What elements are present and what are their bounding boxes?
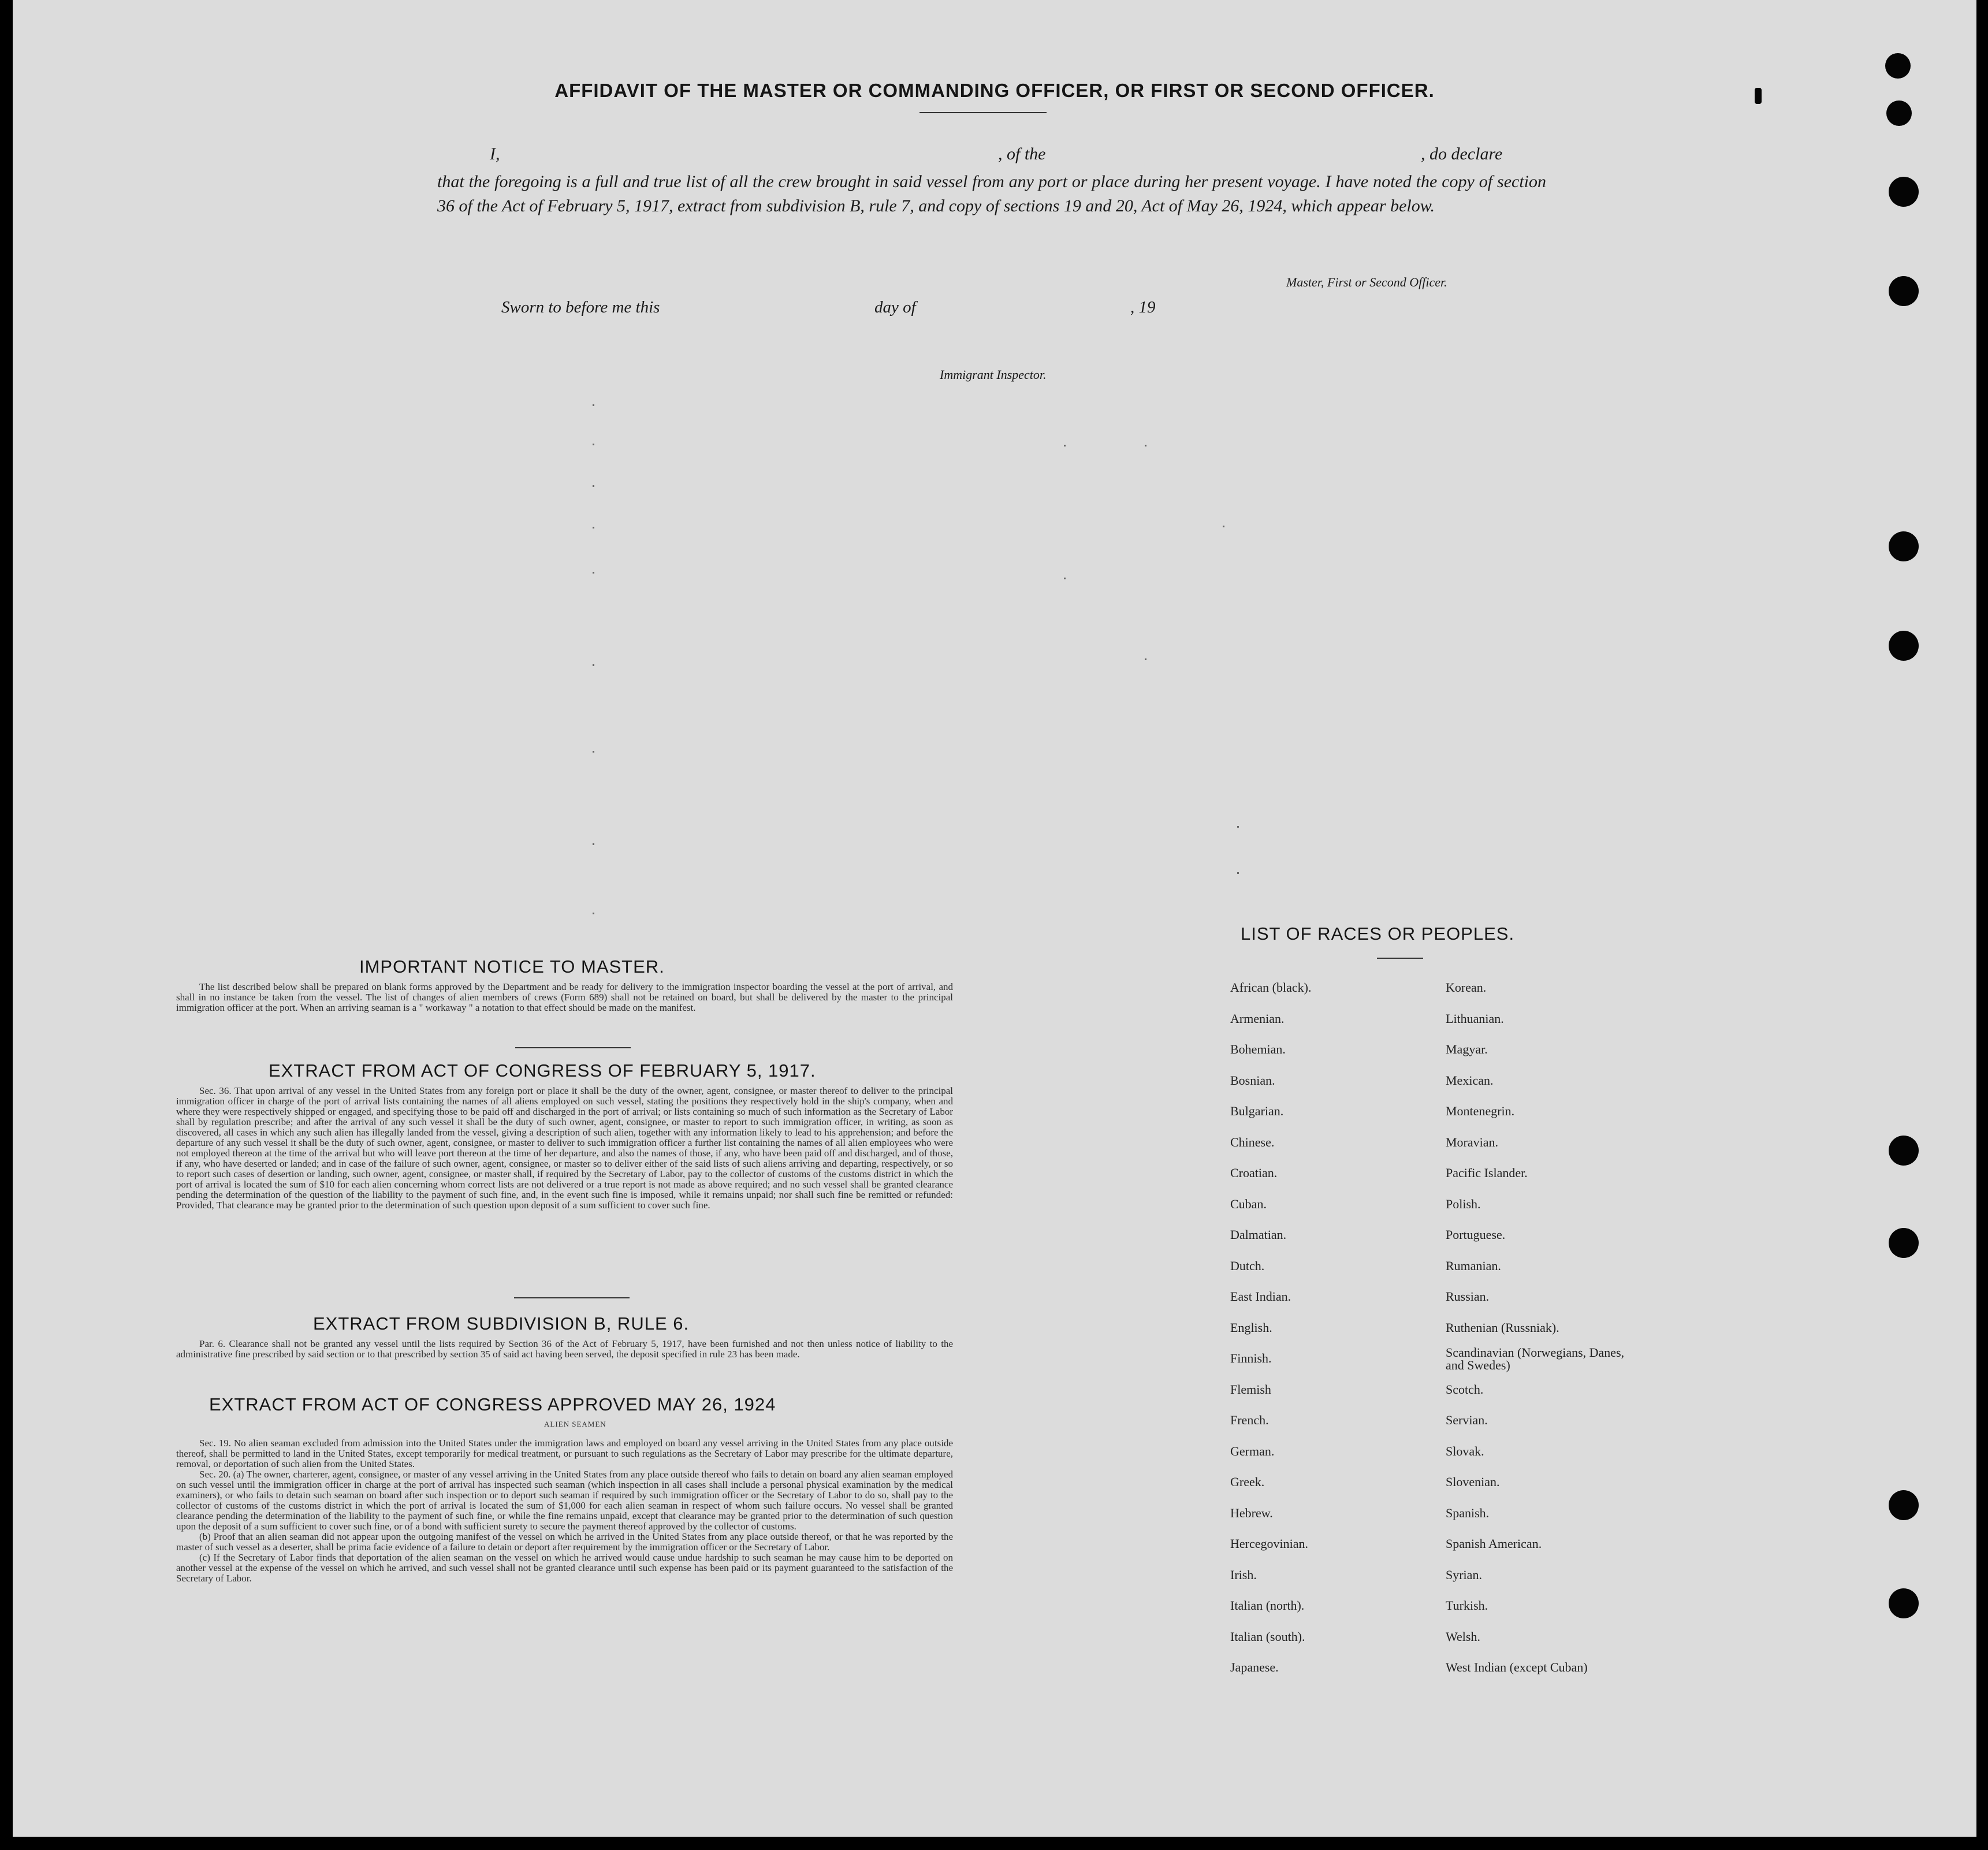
column-dot bbox=[593, 664, 594, 666]
column-dot bbox=[1145, 658, 1146, 660]
declarant-line-of-the: , of the bbox=[998, 144, 1046, 163]
race-item: Hercegovinian. bbox=[1230, 1536, 1308, 1551]
race-item: Magyar. bbox=[1446, 1042, 1488, 1056]
column-dot bbox=[593, 444, 594, 445]
race-item: Moravian. bbox=[1446, 1134, 1499, 1149]
race-item: Ruthenian (Russniak). bbox=[1446, 1320, 1559, 1335]
race-item: West Indian (except Cuban) bbox=[1446, 1660, 1588, 1674]
day-of-label: day of bbox=[874, 298, 916, 317]
binder-hole bbox=[1889, 1228, 1919, 1258]
race-item: Greek. bbox=[1230, 1475, 1265, 1489]
column-dot bbox=[593, 485, 594, 487]
extract-1924-subtitle: ALIEN SEAMEN bbox=[544, 1420, 606, 1428]
binder-hole bbox=[1755, 88, 1762, 104]
race-item: Dutch. bbox=[1230, 1258, 1265, 1273]
race-item: Croatian. bbox=[1230, 1166, 1278, 1180]
binder-hole bbox=[1886, 100, 1912, 126]
race-item: Armenian. bbox=[1230, 1011, 1285, 1026]
race-item: Italian (north). bbox=[1230, 1598, 1305, 1613]
race-item: Spanish. bbox=[1446, 1505, 1490, 1520]
race-item: Scotch. bbox=[1446, 1382, 1484, 1397]
binder-hole bbox=[1885, 53, 1911, 79]
race-item: Polish. bbox=[1446, 1196, 1481, 1211]
race-item: Welsh. bbox=[1446, 1629, 1480, 1644]
race-item: Spanish American. bbox=[1446, 1536, 1542, 1551]
race-item: Korean. bbox=[1446, 980, 1487, 995]
rule-6-block bbox=[176, 1339, 953, 1360]
race-item: Irish. bbox=[1230, 1567, 1257, 1582]
race-item: Flemish bbox=[1230, 1382, 1271, 1397]
extract-1917-block bbox=[176, 1086, 953, 1211]
column-dot bbox=[1237, 826, 1239, 828]
race-item: Turkish. bbox=[1446, 1598, 1488, 1613]
notice-text: The list described below shall be prepared on blank forms approved by the Department and be ready for delivery to the immigration inspector boarding the vessel at the port of arrival, and shall in no instance be taken from the vessel. The list of changes of alien members of crews (Form 689) shall not be retained on board, but shall be delivered by the master to the principal immigration officer at the port. When an arriving seaman is a " workaway " a notation to that effect should be made on the manifest. bbox=[176, 981, 953, 1013]
inspector-label: Immigrant Inspector. bbox=[940, 367, 1047, 382]
affidavit-declaration bbox=[437, 170, 1546, 218]
declarant-line-i: I, bbox=[490, 144, 500, 163]
race-item: Servian. bbox=[1446, 1413, 1488, 1427]
column-dot bbox=[593, 843, 594, 845]
notice-title: IMPORTANT NOTICE TO MASTER. bbox=[359, 956, 665, 977]
binder-hole bbox=[1889, 1490, 1919, 1520]
binder-hole bbox=[1889, 1588, 1919, 1618]
notice-divider bbox=[515, 1047, 631, 1048]
extract-1917-title: EXTRACT FROM ACT OF CONGRESS OF FEBRUARY 5, 1917. bbox=[269, 1060, 816, 1081]
column-dot bbox=[1064, 445, 1066, 446]
race-item: Finnish. bbox=[1230, 1351, 1272, 1365]
race-item: Pacific Islander. bbox=[1446, 1166, 1528, 1180]
race-item: Mexican. bbox=[1446, 1073, 1494, 1088]
race-item: Bosnian. bbox=[1230, 1073, 1275, 1088]
race-item: Bulgarian. bbox=[1230, 1104, 1284, 1118]
race-item: Cuban. bbox=[1230, 1196, 1267, 1211]
sworn-label: Sworn to before me this bbox=[501, 298, 660, 317]
affidavit-title: AFFIDAVIT OF THE MASTER OR COMMANDING OFFICER, OR FIRST OR SECOND OFFICER. bbox=[554, 80, 1435, 101]
binder-hole bbox=[1889, 276, 1919, 306]
rule-6-title: EXTRACT FROM SUBDIVISION B, RULE 6. bbox=[313, 1313, 690, 1334]
extract-1924-sec20a: Sec. 20. (a) The owner, charterer, agent, consignee, or master of any vessel arriving in the United States from any place outside thereof who fails to detain on board any alien seaman employed on such vessel until the immigration officer in charge at the port of arrival has inspected such seaman (which inspection in all cases shall include a personal physical examination by the medical examiners), or who fails to detain such seaman on board after such inspection or to deport such seaman if required by such immigration officer or the Secretary of Labor to do so, shall pay to the collector of customs of the customs district in which the port of arrival is located the sum of $1,000 for each alien seaman in respect of whom such failure occurs. No vessel shall be granted clearance pending the determination of the liability to the payment of such fine, or while the fine remains unpaid, except that clearance may be granted prior to the determination of such question upon the deposit of a sum sufficient to cover such fine, or of a bond with sufficient surety to secure the payment thereof approved by the collector of customs. bbox=[176, 1469, 953, 1532]
affidavit-title-rule bbox=[919, 112, 1047, 113]
race-item: Slovenian. bbox=[1446, 1475, 1500, 1489]
declaration-text: that the foregoing is a full and true list of all the crew brought in said vessel from any port or place during her present voyage. I have noted the copy of section 36 of the Act of February 5, 1917, extract from subdivision B, rule 7, and copy of sections 19 and 20, Act of May 26, 1924, which appear below. bbox=[437, 172, 1546, 215]
race-item: English. bbox=[1230, 1320, 1272, 1335]
notice-text-block bbox=[176, 982, 953, 1013]
race-item: Bohemian. bbox=[1230, 1042, 1286, 1056]
extract-1917-divider bbox=[514, 1297, 630, 1298]
column-dot bbox=[593, 404, 594, 406]
race-item: German. bbox=[1230, 1443, 1275, 1458]
race-item: Dalmatian. bbox=[1230, 1227, 1287, 1242]
column-dot bbox=[1064, 578, 1066, 579]
column-dot bbox=[593, 913, 594, 914]
column-dot bbox=[593, 527, 594, 528]
declarant-line-declare: , do declare bbox=[1421, 144, 1503, 163]
races-title-rule bbox=[1377, 958, 1423, 959]
race-item: Portuguese. bbox=[1446, 1227, 1506, 1242]
races-title: LIST OF RACES OR PEOPLES. bbox=[1241, 924, 1515, 944]
race-item: Slovak. bbox=[1446, 1443, 1484, 1458]
race-item: French. bbox=[1230, 1413, 1269, 1427]
year-label: , 19 bbox=[1130, 298, 1156, 317]
column-dot bbox=[593, 751, 594, 753]
binder-hole bbox=[1889, 1136, 1919, 1166]
extract-1917-text: Sec. 36. That upon arrival of any vessel in the United States from any foreign port or place it shall be the duty of the owner, agent, consignee, or master thereof to deliver to the principal immigration officer in charge of the port of arrival lists containing the names of all aliens employed on such vessel, stating the positions they respectively hold in the ship's company, when and where they were respectively shipped or engaged, and specifying those to be paid off and discharged in the port of arrival; or lists containing so much of such information as the Secretary of Labor shall by regulation prescribe; and after the arrival of any such vessel it shall be the duty of such owner, agent, consignee, or master to report to such immigration officer, in writing, as soon as discovered, all cases in which any such alien has illegally landed from the vessel, giving a description of such alien, together with any information likely to lead to his apprehension; and before the departure of any such vessel it shall be the duty of such owner, agent, consignee, or master to deliver to such immigration officer a further list containing the names of all alien employees who were not employed thereon at the time of the arrival but who will leave port thereon at the time of her departure, and also the names of those, if any, who have been paid off and discharged, and of those, if any, who have deserted or landed; and in case of the failure of such owner, agent, consignee, or master so to deliver either of the said lists of such aliens arriving and departing, respectively, or so to report such cases of desertion or landing, such owner, agent, consignee, or master shall, if required by the Secretary of Labor, pay to the collector of customs of the customs district in which the port of arrival is located the sum of $10 for each alien concerning whom correct lists are not delivered or a true report is not made as above required; and no such vessel shall be granted clearance pending the determination of the question of the liability to the payment of such fine, and, in the event such fine is imposed, while it remains unpaid; nor shall such fine be remitted or refunded: Provided, That clearance may be granted prior to the determination of such question upon deposit of a sum sufficient to cover such fine. bbox=[176, 1085, 953, 1211]
column-dot bbox=[1145, 445, 1146, 446]
race-item: Montenegrin. bbox=[1446, 1104, 1515, 1118]
extract-1924-sec20c: (c) If the Secretary of Labor finds that deportation of the alien seaman on the vessel on which he arrived would cause undue hardship to such seaman he may cause him to be deported on another vessel at the expense of the vessel on which he arrived, and such vessel shall not be granted clearance until such expense has been paid or its payment guaranteed to the satisfaction of the Secretary of Labor. bbox=[176, 1552, 953, 1584]
race-item: Italian (south). bbox=[1230, 1629, 1305, 1644]
binder-hole bbox=[1889, 631, 1919, 661]
column-dot bbox=[1237, 872, 1239, 874]
extract-1924-sec19: Sec. 19. No alien seaman excluded from admission into the United States under the immigration laws and employed on board any vessel arriving in the United States from any place outside thereof, shall be permitted to land in the United States, except temporarily for medical treatment, or pursuant to such regulations as the Secretary of Labor may prescribe for the ultimate departure, removal, or deportation of such alien from the United States. bbox=[176, 1438, 953, 1469]
extract-1924-title: EXTRACT FROM ACT OF CONGRESS APPROVED MAY 26, 1924 bbox=[209, 1394, 776, 1415]
binder-hole bbox=[1889, 531, 1919, 561]
signature-label: Master, First or Second Officer. bbox=[1286, 275, 1447, 289]
race-item: Japanese. bbox=[1230, 1660, 1279, 1674]
extract-1924-block bbox=[176, 1438, 953, 1584]
race-item: African (black). bbox=[1230, 980, 1312, 995]
race-item: Scandinavian (Norwegians, Danes, and Swedes) bbox=[1446, 1345, 1625, 1372]
race-item: Chinese. bbox=[1230, 1134, 1275, 1149]
race-item: East Indian. bbox=[1230, 1289, 1291, 1304]
column-dot bbox=[1223, 526, 1224, 527]
race-item: Lithuanian. bbox=[1446, 1011, 1504, 1026]
race-item: Russian. bbox=[1446, 1289, 1490, 1304]
binder-hole bbox=[1889, 177, 1919, 207]
race-item: Hebrew. bbox=[1230, 1505, 1273, 1520]
race-item: Syrian. bbox=[1446, 1567, 1482, 1582]
extract-1924-sec20b: (b) Proof that an alien seaman did not appear upon the outgoing manifest of the vessel on which he arrived in the United States from any place outside thereof, or that he was reported by the master of such vessel as a deserter, shall be prima facie evidence of a failure to detain or deport after requirement by the immigration officer or the Secretary of Labor. bbox=[176, 1531, 953, 1553]
race-item: Rumanian. bbox=[1446, 1258, 1501, 1273]
manifest-back-page bbox=[13, 0, 1976, 1837]
column-dot bbox=[593, 572, 594, 574]
rule-6-text: Par. 6. Clearance shall not be granted any vessel until the lists required by Section 36 of the Act of February 5, 1917, have been furnished and not then unless notice of liability to the administrative fine prescribed by said section or to that prescribed by section 35 of said act having been served, the deposit specified in rule 23 has been made. bbox=[176, 1338, 953, 1360]
